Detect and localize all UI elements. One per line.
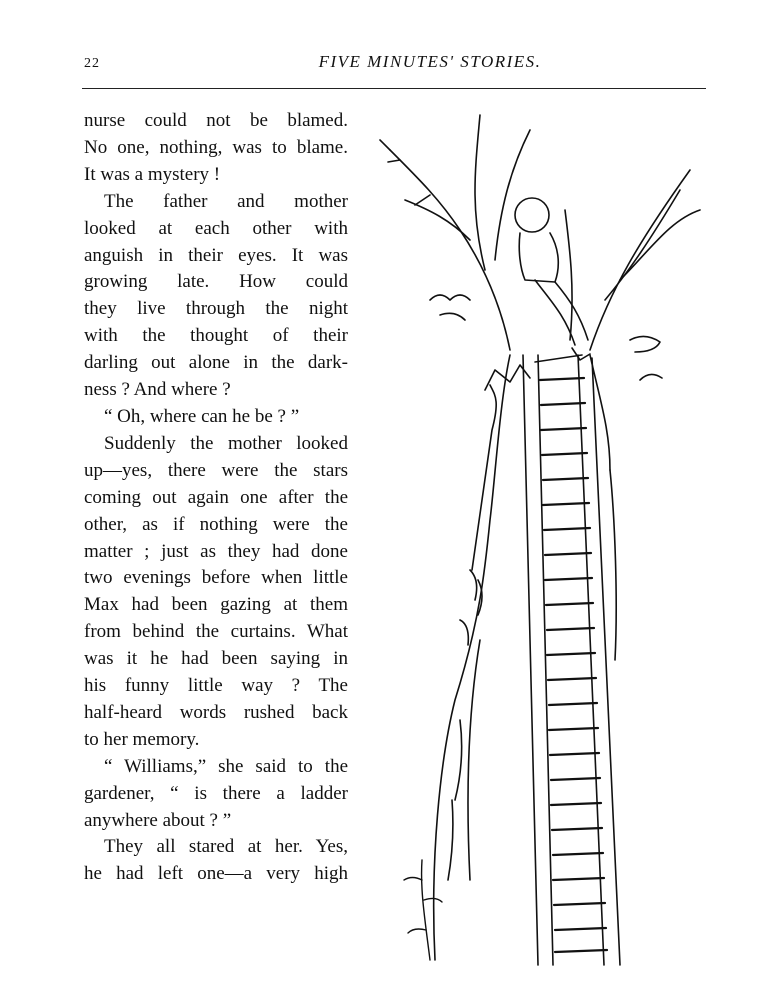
text-line: darling out alone in the dark-: [84, 352, 348, 374]
body-text: [84, 108, 348, 888]
text-line: gardener, “ is there a ladder: [84, 782, 348, 804]
text-line: up—yes, there were the stars: [84, 459, 348, 481]
tree-ladder-illustration: [360, 100, 710, 980]
text-line: nurse could not be blamed.: [84, 110, 348, 131]
text-line: anywhere about ? ”: [84, 809, 232, 831]
text-line: ness ? And where ?: [84, 379, 231, 401]
text-line: coming out again one after the: [84, 486, 348, 508]
text-line: they live through the night: [84, 298, 348, 320]
header-rule: [82, 88, 706, 89]
page-number: 22: [84, 56, 100, 71]
text-line: No one, nothing, was to blame.: [84, 136, 348, 158]
text-line: matter ; just as they had done: [84, 540, 348, 562]
text-line: from behind the curtains. What: [84, 621, 348, 643]
text-line: It was a mystery !: [84, 163, 221, 185]
text-line: with the thought of their: [84, 325, 348, 347]
text-line: other, as if nothing were the: [84, 513, 348, 535]
text-line: looked at each other with: [84, 217, 348, 239]
text-line: two evenings before when little: [84, 567, 348, 589]
text-line: anguish in their eyes. It was: [84, 244, 348, 266]
text-line: half-heard words rushed back: [84, 701, 348, 723]
text-line: he had left one—a very high: [84, 863, 348, 885]
text-line: “ Oh, where can he be ? ”: [104, 405, 300, 427]
text-line: “ Williams,” she said to the: [104, 755, 348, 777]
text-line: Max had been gazing at them: [84, 594, 348, 616]
text-line: his funny little way ? The: [84, 675, 348, 697]
text-line: The father and mother: [104, 190, 348, 212]
text-line: They all stared at her. Yes,: [104, 836, 348, 858]
text-line: growing late. How could: [84, 271, 348, 293]
text-line: Suddenly the mother looked: [104, 432, 348, 454]
text-line: was it he had been saying in: [84, 648, 348, 670]
running-title: FIVE MINUTES' STORIES.: [318, 52, 542, 71]
text-line: to her memory.: [84, 728, 200, 750]
